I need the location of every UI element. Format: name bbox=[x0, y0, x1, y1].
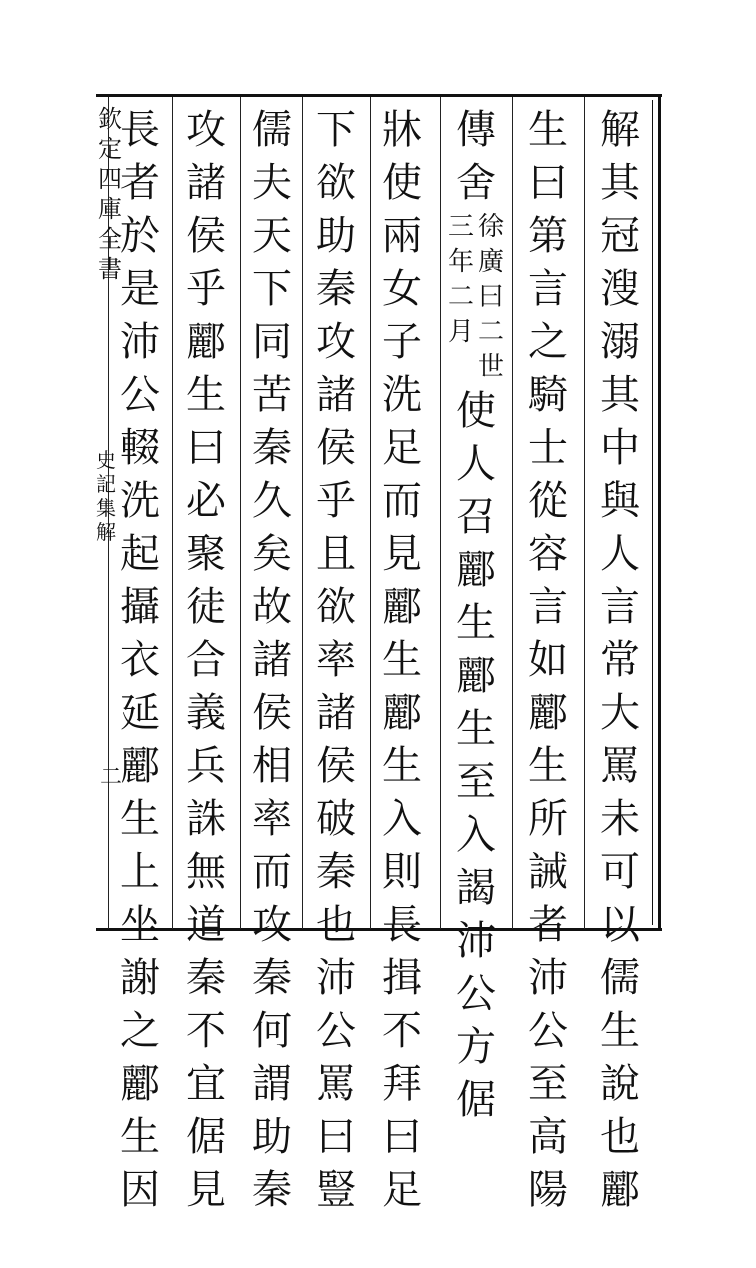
main-text: 使 人 召 酈 生 酈 生 至 入 謁 沛 公 方 倨 bbox=[456, 388, 496, 1123]
main-text: 生 曰 第 言 之 騎 士 從 容 言 如 酈 生 所 誡 者 沛 公 至 高 陽 bbox=[528, 107, 568, 1213]
column-rule bbox=[302, 97, 303, 929]
frame-bottom-border bbox=[96, 928, 662, 931]
column-rule bbox=[370, 97, 371, 929]
column-rule bbox=[172, 97, 173, 929]
main-text: 解 其 冠 溲 溺 其 中 與 人 言 常 大 罵 未 可 以 儒 生 說 也 酈 bbox=[600, 107, 640, 1213]
main-text: 儒 夫 天 下 同 苦 秦 久 矣 故 諸 侯 相 率 而 攻 秦 何 謂 助 秦 bbox=[252, 107, 292, 1213]
frame-right-inner-border bbox=[652, 100, 653, 925]
frame-top-border bbox=[96, 94, 662, 97]
commentary-note: 徐 廣 曰 二 世 三 年 二 月 bbox=[447, 212, 505, 382]
text-column bbox=[180, 104, 232, 1213]
margin-title: 欽 定 四 庫 全 書 bbox=[98, 105, 122, 283]
main-text: 傳 舍 bbox=[456, 107, 496, 206]
text-column bbox=[447, 104, 505, 1123]
column-rule bbox=[440, 97, 441, 929]
main-text: 下 欲 助 秦 攻 諸 侯 乎 且 欲 率 諸 侯 破 秦 也 沛 公 罵 曰 豎 bbox=[316, 107, 356, 1213]
text-column bbox=[376, 104, 428, 1213]
text-column bbox=[310, 104, 362, 1213]
text-column bbox=[594, 104, 646, 1213]
column-rule bbox=[240, 97, 241, 929]
column-rule bbox=[584, 97, 585, 929]
main-text: 攻 諸 侯 乎 酈 生 曰 必 聚 徒 合 義 兵 誅 無 道 秦 不 宜 倨 見 bbox=[186, 107, 226, 1213]
frame-right-border bbox=[658, 94, 661, 931]
page-number: 二 bbox=[100, 765, 123, 790]
text-column bbox=[246, 104, 298, 1213]
text-column bbox=[522, 104, 574, 1213]
margin-book-title: 史 記 集 解 bbox=[96, 448, 116, 544]
main-text: 長 者 於 是 沛 公 輟 洗 起 攝 衣 延 酈 生 上 坐 謝 之 酈 生 因 bbox=[120, 107, 160, 1213]
main-text: 牀 使 兩 女 子 洗 足 而 見 酈 生 酈 生 入 則 長 揖 不 拜 曰 足 bbox=[382, 107, 422, 1213]
column-rule bbox=[512, 97, 513, 929]
